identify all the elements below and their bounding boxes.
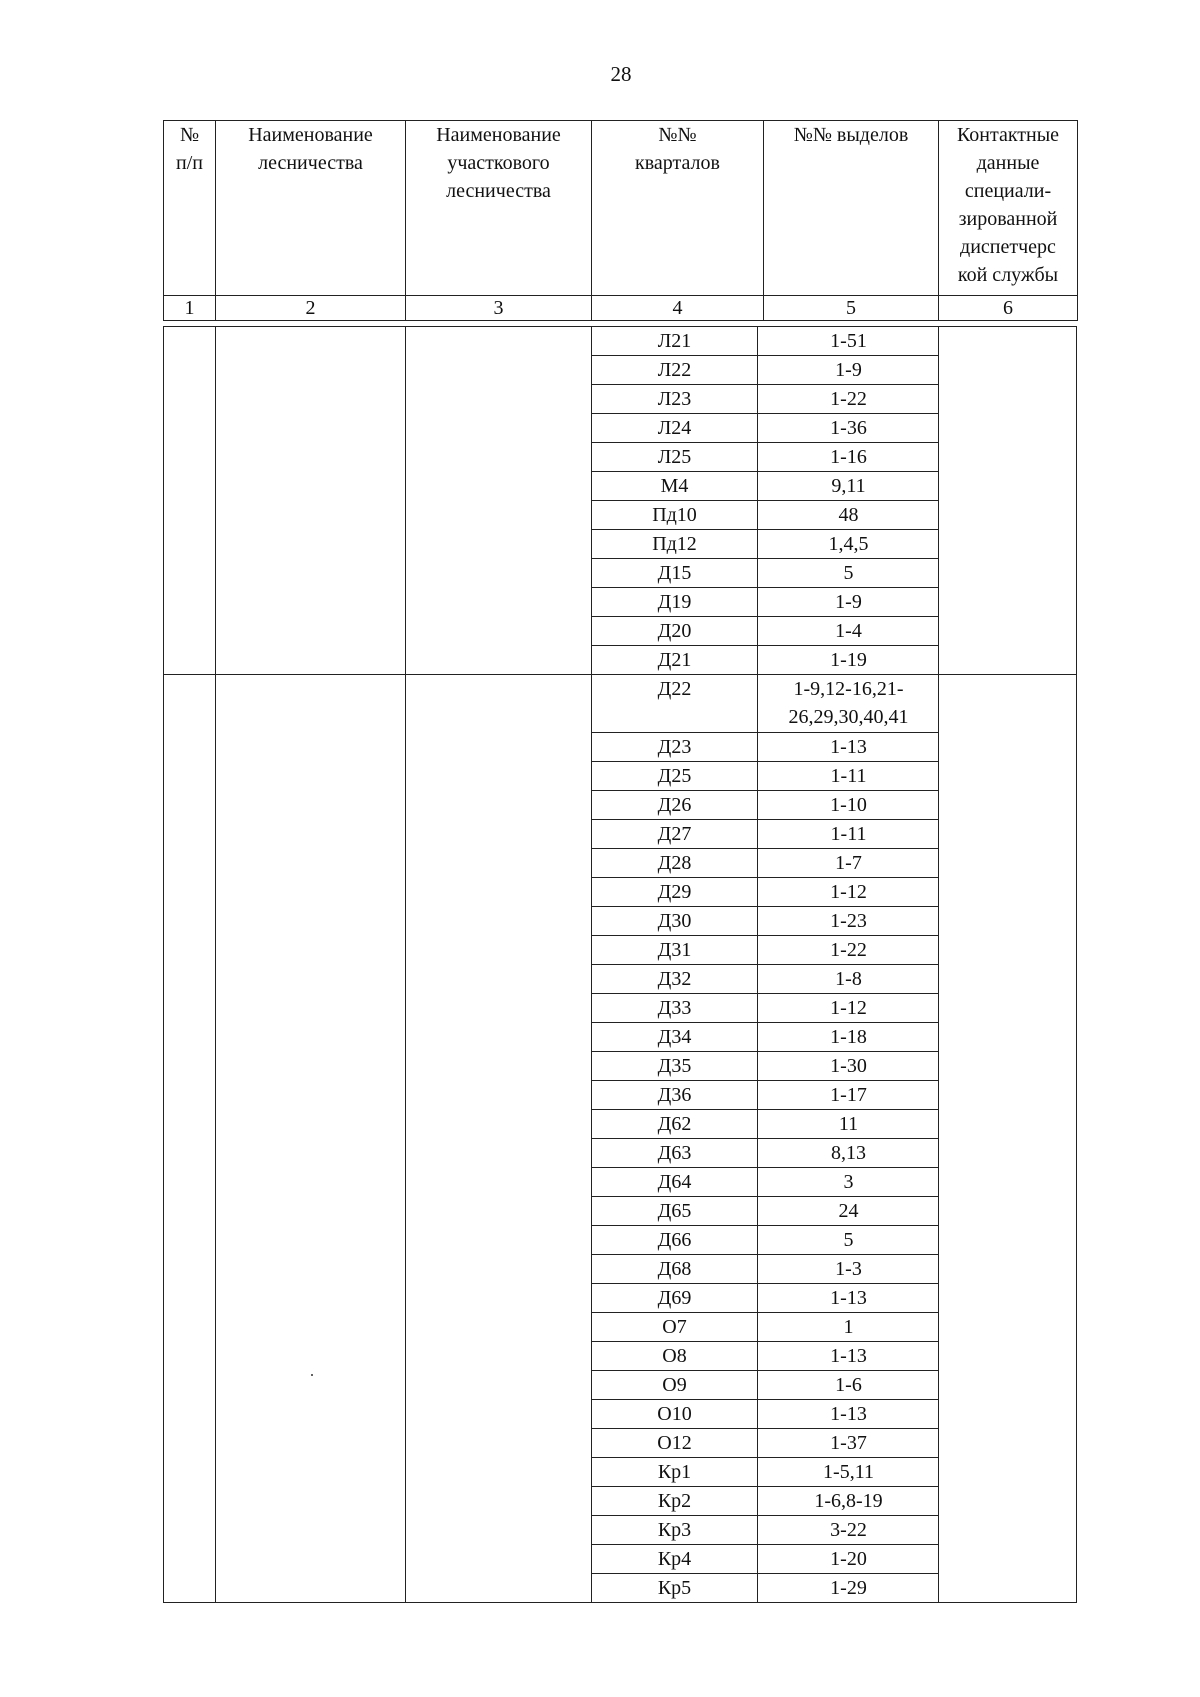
table-row: [592, 530, 939, 559]
plots-cell: 3-22: [830, 1519, 867, 1541]
plots-cell: 1-18: [830, 1026, 867, 1048]
plots-cell: 1-29: [830, 1577, 867, 1599]
table-group: [163, 326, 1077, 675]
quarter-cell: Д69: [592, 1284, 758, 1312]
header-contacts: Контактные данные специали- зированной диспетчерс кой службы: [939, 121, 1078, 296]
table-row: [592, 965, 939, 994]
quarter-cell: Л21: [592, 327, 758, 355]
table-row: [592, 1400, 939, 1429]
plots-cell: 1-10: [830, 794, 867, 816]
table-row: [592, 820, 939, 849]
table-row: [592, 1052, 939, 1081]
table-row: [592, 878, 939, 907]
table-row: [592, 791, 939, 820]
plots-cell: 1-22: [830, 388, 867, 410]
column-divider: [215, 675, 216, 1602]
plots-cell: 11: [838, 1113, 859, 1135]
table-row: [592, 1110, 939, 1139]
column-divider: [405, 327, 406, 675]
plots-cell: 8,13: [831, 1142, 866, 1164]
plots-cell: 1-30: [830, 1055, 867, 1077]
table-row: [592, 646, 939, 675]
plots-cell: 1: [843, 1316, 854, 1338]
column-number: 5: [764, 296, 939, 321]
column-number: 4: [592, 296, 764, 321]
plots-cell: 1-9,12-16,21- 26,29,30,40,41: [788, 678, 909, 728]
plots-cell: 1-8: [835, 968, 862, 990]
plots-cell: 24: [838, 1200, 859, 1222]
quarter-cell: Д27: [592, 820, 758, 848]
quarter-cell: Д35: [592, 1052, 758, 1080]
quarter-cell: Кр2: [592, 1487, 758, 1515]
table-row: [592, 472, 939, 501]
column-divider: [215, 327, 216, 675]
plots-cell: 5: [843, 1229, 854, 1251]
quarter-cell: Д65: [592, 1197, 758, 1225]
quarter-cell: Д63: [592, 1139, 758, 1167]
plots-cell: 1-36: [830, 417, 867, 439]
plots-cell: 1-12: [830, 881, 867, 903]
column-number: 1: [164, 296, 216, 321]
plots-cell: 1-51: [830, 330, 867, 352]
header-num: № п/п: [164, 121, 216, 296]
table-row: [592, 1168, 939, 1197]
plots-cell: 1-19: [830, 649, 867, 671]
plots-cell: 1-37: [830, 1432, 867, 1454]
quarter-cell: Д28: [592, 849, 758, 877]
quarter-cell: Л25: [592, 443, 758, 471]
table-row: [592, 1197, 939, 1226]
plots-cell: 1-16: [830, 446, 867, 468]
plots-cell: 3: [843, 1171, 854, 1193]
plots-cell: 1-20: [830, 1548, 867, 1570]
quarter-cell: Д66: [592, 1226, 758, 1254]
plots-cell: 1-23: [830, 910, 867, 932]
plots-cell: 1-13: [830, 1345, 867, 1367]
plots-cell: 1-6,8-19: [814, 1490, 883, 1512]
column-divider: [405, 675, 406, 1602]
quarter-cell: Д32: [592, 965, 758, 993]
scan-speck: [311, 1374, 313, 1376]
quarter-cell: Д33: [592, 994, 758, 1022]
header-plots: №№ выделов: [764, 121, 939, 296]
plots-cell: 48: [838, 504, 859, 526]
quarter-cell: Д31: [592, 936, 758, 964]
table-row: [592, 1313, 939, 1342]
plots-cell: 1,4,5: [828, 533, 869, 555]
page-number: 28: [610, 62, 632, 86]
rows: [592, 675, 939, 1603]
column-number: 3: [406, 296, 592, 321]
table-body: [163, 326, 1077, 1598]
quarter-cell: Пд10: [592, 501, 758, 529]
table-header: [163, 120, 1078, 321]
table-row: [592, 1226, 939, 1255]
header-row: [164, 121, 1078, 296]
quarter-cell: Кр3: [592, 1516, 758, 1544]
table-row: [592, 907, 939, 936]
plots-cell: 1-13: [830, 1403, 867, 1425]
table-row: [592, 675, 939, 733]
quarter-cell: Д19: [592, 588, 758, 616]
table-row: [592, 1255, 939, 1284]
quarter-cell: Д26: [592, 791, 758, 819]
quarter-cell: Д36: [592, 1081, 758, 1109]
table-row: [592, 994, 939, 1023]
quarter-cell: Пд12: [592, 530, 758, 558]
plots-cell: 1-5,11: [823, 1461, 874, 1483]
quarter-cell: Д30: [592, 907, 758, 935]
plots-cell: 1-6: [835, 1374, 862, 1396]
quarter-cell: Кр4: [592, 1545, 758, 1573]
quarter-cell: О12: [592, 1429, 758, 1457]
quarter-cell: Д62: [592, 1110, 758, 1138]
table-row: [592, 443, 939, 472]
plots-cell: 1-13: [830, 1287, 867, 1309]
quarter-cell: О10: [592, 1400, 758, 1428]
column-numbers-row: [164, 296, 1078, 321]
table-row: [592, 733, 939, 762]
plots-cell: 9,11: [831, 475, 866, 497]
table-row: [592, 936, 939, 965]
quarter-cell: Д20: [592, 617, 758, 645]
table-row: [592, 559, 939, 588]
table-row: [592, 414, 939, 443]
table-row: [592, 1429, 939, 1458]
table-row: [592, 1574, 939, 1603]
table-row: [592, 1284, 939, 1313]
plots-cell: 1-4: [835, 620, 862, 642]
table-row: [592, 1081, 939, 1110]
table-row: [592, 356, 939, 385]
quarter-cell: Д29: [592, 878, 758, 906]
plots-cell: 1-13: [830, 736, 867, 758]
plots-cell: 1-7: [835, 852, 862, 874]
quarter-cell: Л23: [592, 385, 758, 413]
table-row: [592, 1516, 939, 1545]
quarter-cell: О8: [592, 1342, 758, 1370]
header-district-forestry: Наименование участкового лесничества: [406, 121, 592, 296]
quarter-cell: Д25: [592, 762, 758, 790]
quarter-cell: Д15: [592, 559, 758, 587]
quarter-cell: Д64: [592, 1168, 758, 1196]
header-quarters: №№ кварталов: [592, 121, 764, 296]
table-row: [592, 501, 939, 530]
table-row: [592, 849, 939, 878]
table-row: [592, 1371, 939, 1400]
table-group: [163, 674, 1077, 1603]
table-row: [592, 385, 939, 414]
quarter-cell: М4: [592, 472, 758, 500]
plots-cell: 1-9: [835, 359, 862, 381]
table-row: [592, 1342, 939, 1371]
quarter-cell: О9: [592, 1371, 758, 1399]
column-number: 6: [939, 296, 1078, 321]
plots-cell: 1-9: [835, 591, 862, 613]
table-row: [592, 1545, 939, 1574]
table-row: [592, 1139, 939, 1168]
table-row: [592, 1023, 939, 1052]
plots-cell: 1-12: [830, 997, 867, 1019]
plots-cell: 1-17: [830, 1084, 867, 1106]
plots-cell: 1-11: [830, 765, 867, 787]
plots-cell: 1-22: [830, 939, 867, 961]
quarter-cell: Д22: [592, 675, 758, 732]
plots-cell: 1-11: [830, 823, 867, 845]
table-row: [592, 617, 939, 646]
quarter-cell: Кр5: [592, 1574, 758, 1602]
plots-cell: 5: [843, 562, 854, 584]
quarter-cell: Д34: [592, 1023, 758, 1051]
quarter-cell: Л24: [592, 414, 758, 442]
table-row: [592, 588, 939, 617]
table-row: [592, 327, 939, 356]
plots-cell: 1-3: [835, 1258, 862, 1280]
rows: [592, 327, 939, 675]
quarter-cell: Д68: [592, 1255, 758, 1283]
quarter-cell: Л22: [592, 356, 758, 384]
quarter-cell: Д23: [592, 733, 758, 761]
table-row: [592, 1487, 939, 1516]
table-row: [592, 762, 939, 791]
column-number: 2: [216, 296, 406, 321]
table-row: [592, 1458, 939, 1487]
header-forestry: Наименование лесничества: [216, 121, 406, 296]
quarter-cell: Кр1: [592, 1458, 758, 1486]
quarter-cell: Д21: [592, 646, 758, 674]
quarter-cell: О7: [592, 1313, 758, 1341]
